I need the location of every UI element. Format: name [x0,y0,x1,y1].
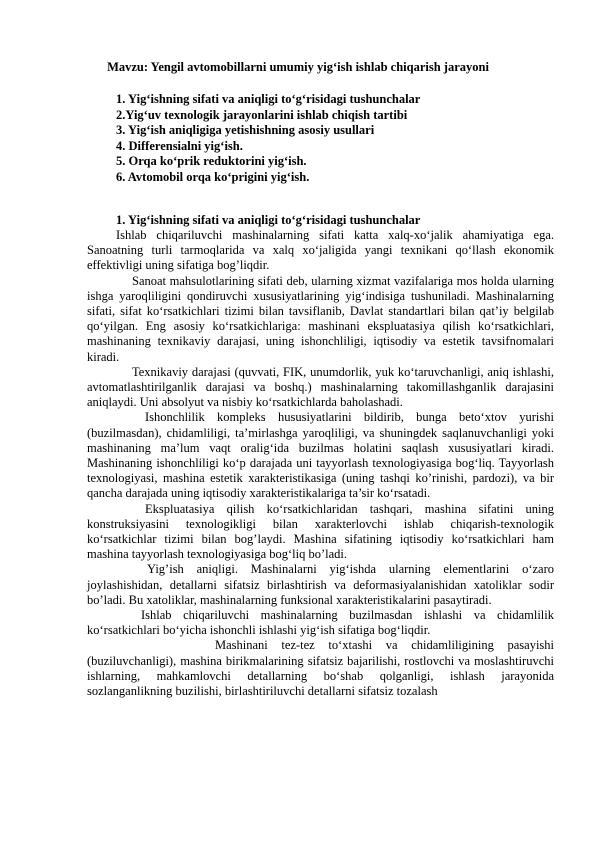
paragraph: Ishonchlilik kompleks hususiyatlarini bildirib, bunga beto‘xtov yurishi (buzilmasdan), chidamliligi, ta’mirlashga yaroqliligi, va shuningdek saqlanuvchanligi yoki mashinaning ma’lum vaqt oralig‘ida buzilmas holatini saqlash xususiyatlari kiradi. Mashinaning ishonchliligi ko‘p darajada uni tayyorlash texnologiyasiga bog‘liq. Tayyorlash texnologiyasi, mashina estetik xarakteristikasiga (uning tashqi ko’rinishi, pardozi), va bir qancha darajada uning iqtisodiy xarakteristikalariga ta’sir ko‘rsatadi. [87,410,554,501]
paragraph: Mashinani tez-tez to‘xtashi va chidamliligining pasayishi (buziluvchanligi), mashina birikmalarining sifatsiz bajarilishi, rostlovchi va moslashtiruvchi ishlarning, mahkamlovchi detallarning bo‘shab qolganligi, ishlash jarayonida sozlanganlikning buzilishi, birlashtiriluvchi detallarni sifatsiz tozalash [87,638,554,699]
paragraph: Ishlab chiqariluvchi mashinalarning sifati katta xalq-xo‘jalik ahamiyatiga ega. Sanoatning turli tarmoqlarida va xalq xo‘jaligida yangi texnikani qo‘llash ekonomik effektivligi uning sifatiga bog’liqdir. [87,228,554,273]
paragraph: Sanoat mahsulotlarining sifati deb, ularning xizmat vazifalariga mos holda ularning ishga yaroqliligini qondiruvchi xususiyatlarining yig‘indisiga tushuniladi. Mashinalarning sifati, sifat ko‘rsatkichlari tizimi bilan tavsiflanib, Davlat standartlari bilan qat’iy belgilab qo‘yilgan. Eng asosiy ko‘rsatkichlariga: mashinani ekspluatasiya qilish ko‘rsatkichlari, mashinaning texnikaviy darajasi, uning ishonchliligi, iqtisodiy va estetik tavsifnomalari kiradi. [87,273,554,364]
toc-item: 5. Orqa ko‘prik reduktorini yig‘ish. [116,154,307,169]
paragraph: Yig’ish aniqligi. Mashinalarni yig‘ishda ularning elementlarini o‘zaro joylashishidan, detallarni sifatsiz birlashtirish va deformasiyalanishidan xatoliklar sodir bo’ladi. Bu xatoliklar, mashinalarning funksional xarakteristikalarini pasaytiradi. [87,562,554,607]
toc-item: 3. Yig‘ish aniqligiga yetishishning asosiy usullari [116,123,375,138]
table-of-contents [116,92,420,186]
toc-item: 6. Avtomobil orqa ko‘prigini yig‘ish. [116,169,310,184]
paragraph: Ekspluatasiya qilish ko‘rsatkichlaridan tashqari, mashina sifatini uning konstruksiyasini texnologikligi bilan xarakterlovchi ishlab chiqarish-texnologik ko‘rsatkichlar tizimi bilan bog’laydi. Mashina sifatining iqtisodiy ko‘rsatkichlari ham mashina tayyorlash texnologiyasiga bog‘liq bo’ladi. [87,501,554,562]
paragraph: Ishlab chiqariluvchi mashinalarning buzilmasdan ishlashi va chidamlilik ko‘rsatkichlari bo‘yicha ishonchli ishlashi yig‘ish sifatiga bog‘liqdir. [87,608,554,638]
toc-item: 2.Yig‘uv texnologik jarayonlarini ishlab chiqish tartibi [116,107,408,122]
section-heading: 1. Yig‘ishning sifati va aniqligi to‘g‘risidagi tushunchalar [116,213,421,227]
toc-item: 4. Differensialni yig‘ish. [116,138,243,153]
page-title: Mavzu: Yengil avtomobillarni umumiy yig‘ish ishlab chiqarish jarayoni [107,60,489,74]
document-body [87,228,554,699]
paragraph: Texnikaviy darajasi (quvvati, FIK, unumdorlik, yuk ko‘taruvchanligi, aniq ishlashi, avtomatlashtirilganlik darajasi va boshq.) mashinalarning takomillashganlik darajasini aniqlaydi. Uni absolyut va nisbiy ko‘rsatkichlarda baholashadi. [87,364,554,410]
toc-item: 1. Yig‘ishning sifati va aniqligi to‘g‘risidagi tushunchalar [116,92,421,106]
